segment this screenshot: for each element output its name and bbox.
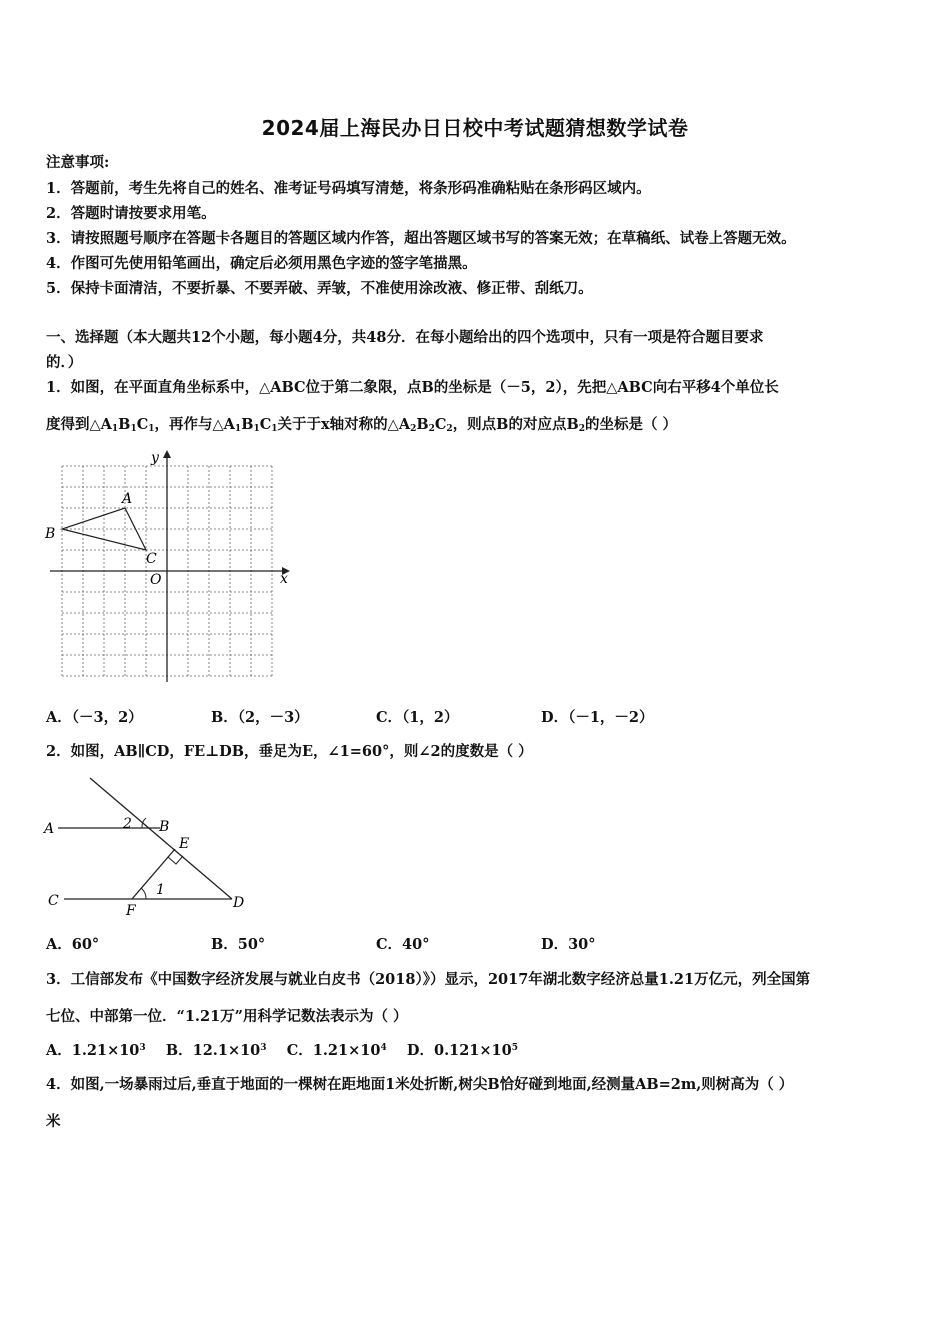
q1-text-part: C [259,416,272,433]
q1-text-part: ，再作与△A [154,416,235,433]
q2-label-d: D [233,895,245,911]
q1-stem-line2 [46,413,677,434]
q1-text-part: 的坐标是（ ） [584,416,678,433]
q2-label-e: E [179,836,190,852]
q1-option-a: A．（－3，2） [46,709,143,726]
q1-label-o: O [150,572,162,588]
q1-text-part: C [434,416,447,433]
q1-text-part: 度得到△A [46,416,112,433]
q2-option-a: A．60° [46,936,100,953]
q1-label-c: C [146,551,157,567]
q3-option-c-exp: 4 [380,1043,387,1053]
section1-heading: 一、选择题（本大题共12个小题，每小题4分，共48分．在每小题给出的四个选项中，只有一项是符合题目要求 [46,329,764,346]
q1-subscript: 1 [271,424,278,434]
q2-stem: 2．如图，AB∥CD，FE⊥DB，垂足为E，∠1=60°，则∠2的度数是（ ） [46,743,533,760]
q2-label-angle-2: 2 [123,816,132,832]
q1-text-part: 关于于x轴对称的△A [277,416,411,433]
q2-label-f: F [126,903,136,919]
q4-stem-line2: 米 [46,1113,61,1130]
q2-angle-2-arc [142,818,146,828]
q1-subscript: 2 [578,424,585,434]
page-title: 2024届上海民办日日校中考试题猜想数学试卷 [261,116,689,140]
q2-angle-1-arc [141,888,146,899]
q3-option-a [46,1042,146,1059]
q1-label-a: A [122,491,133,507]
notice-item-4: 4．作图可先使用铅笔画出，确定后必须用黑色字迹的签字笔描黑。 [46,255,477,272]
q3-option-a-label: A．1.21×10 [46,1042,140,1059]
q1-subscript: 1 [148,424,155,434]
q1-subscript: 1 [234,424,242,434]
q3-option-b-exp: 3 [260,1043,267,1053]
q1-subscript: 2 [428,424,435,434]
q3-stem-line1: 3．工信部发布《中国数字经济发展与就业白皮书（2018）》）显示，2017年湖北数字经济总量1.21万亿元，列全国第 [46,971,811,988]
q4-stem-line1: 4．如图,一场暴雨过后,垂直于地面的一棵树在距地面1米处折断,树尖B恰好碰到地面,经测量AB=2m,则树高为（ ） [46,1076,794,1093]
q2-right-angle-mark [168,856,183,864]
q2-line-fe [132,849,175,899]
q2-label-b: B [159,819,170,835]
q1-subscript: 1 [130,424,137,434]
q3-stem-line2: 七位、中部第一位．“1.21万”用科学记数法表示为（ ） [46,1008,408,1025]
notice-heading: 注意事项: [46,154,110,171]
notice-item-5: 5．保持卡面清洁，不要折暴、不要弄破、弄皱，不准使用涂改液、修正带、刮纸刀。 [46,280,593,297]
q1-text-part: ，则点B的对应点B [452,416,579,433]
q1-coordinate-figure [42,446,302,686]
notice-item-1: 1．答题前，考生先将自己的姓名、准考证号码填写清楚，将条形码准确粘贴在条形码区域内。 [46,180,651,197]
q2-label-a: A [44,821,55,837]
q1-subscript: 2 [446,424,453,434]
q1-text-part: B [416,416,429,433]
q1-text-part: C [136,416,149,433]
q2-label-c: C [48,893,59,909]
q1-label-x: x [280,571,288,587]
q3-options [46,1039,518,1060]
q3-option-b-label: B．12.1×10 [165,1042,261,1059]
q2-option-b: B．50° [211,936,266,953]
q3-option-b [166,1042,267,1059]
q2-line-db [90,778,232,899]
q3-option-d-exp: 5 [511,1043,518,1053]
q1-label-y: y [151,450,159,466]
q3-option-c [287,1042,387,1059]
q2-label-angle-1: 1 [156,882,165,898]
section1-heading-cont: 的．） [46,354,83,371]
q3-option-a-exp: 3 [139,1043,146,1053]
q1-option-c: C．（1，2） [376,709,459,726]
q2-option-d: D．30° [541,936,596,953]
q1-option-b: B．（2，－3） [211,709,309,726]
q3-option-d-label: D．0.121×10 [406,1042,512,1059]
q1-option-d: D．（－1，－2） [541,709,654,726]
q2-option-c: C．40° [376,936,430,953]
q1-label-b: B [45,526,56,542]
q1-y-axis-arrow [163,450,171,458]
q3-option-c-label: C．1.21×10 [286,1042,381,1059]
q1-stem-line1: 1．如图，在平面直角坐标系中，△ABC位于第二象限，点B的坐标是（－5，2），先把△ABC向右平移4个单位长 [46,379,779,396]
q2-geometry-figure [42,770,272,920]
q1-subscript: 1 [111,424,119,434]
q1-subscript: 2 [410,424,417,434]
q3-option-d [407,1042,518,1059]
notice-item-3: 3．请按照题号顺序在答题卡各题目的答题区域内作答，超出答题区域书写的答案无效；在草稿纸、试卷上答题无效。 [46,230,796,247]
q1-subscript: 1 [253,424,260,434]
notice-item-2: 2．答题时请按要求用笔。 [46,205,216,222]
q1-text-part: B [118,416,131,433]
q1-text-part: B [241,416,254,433]
